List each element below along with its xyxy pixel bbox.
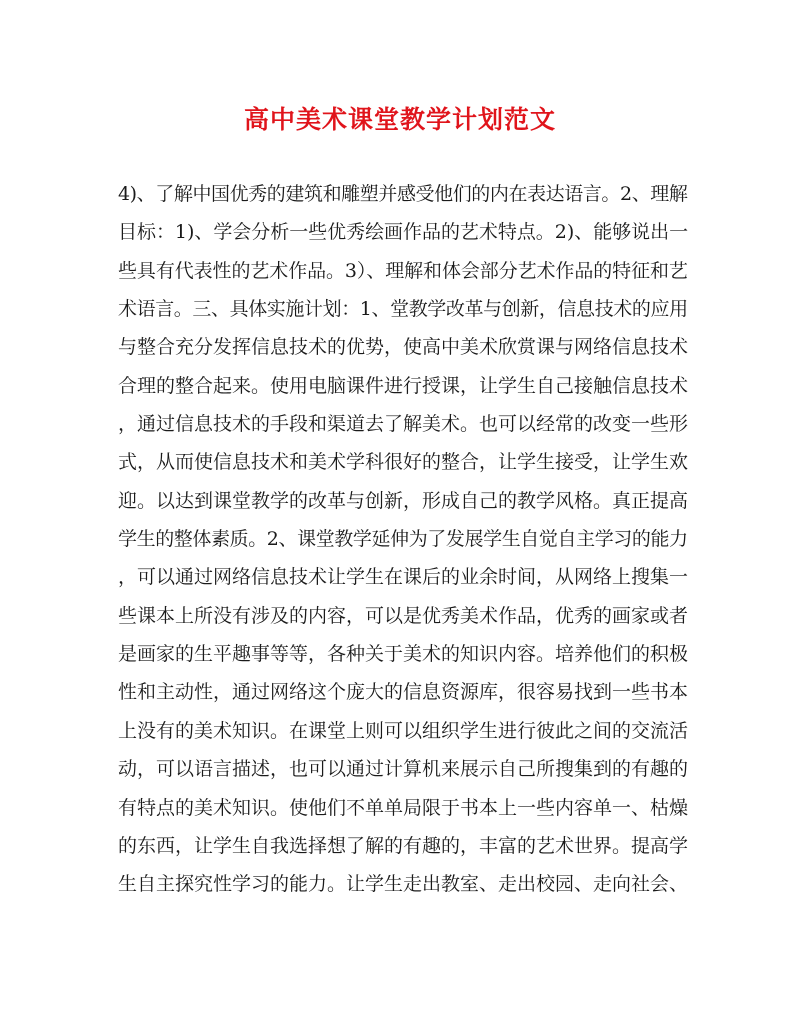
body-line: 些课本上所没有涉及的内容，可以是优秀美术作品，优秀的画家或者 (118, 604, 689, 627)
document-title: 高中美术课堂教学计划范文 (243, 105, 556, 134)
body-line: 生自主探究性学习的能力。让学生走出教室、走出校园、走向社会、 (118, 873, 689, 896)
body-line: 的东西，让学生自我选择想了解的有趣的，丰富的艺术世界。提高学 (118, 834, 689, 857)
body-line: 目标：1)、学会分析一些优秀绘画作品的艺术特点。2)、能够说出一 (118, 221, 689, 244)
body-line: 上没有的美术知识。在课堂上则可以组织学生进行彼此之间的交流活 (118, 719, 689, 742)
body-line: 迎。以达到课堂教学的改革与创新，形成自己的教学风格。真正提高 (118, 489, 689, 512)
body-line: 合理的整合起来。使用电脑课件进行授课，让学生自己接触信息技术 (118, 374, 689, 397)
body-line: 学生的整体素质。2、课堂教学延伸为了发展学生自觉自主学习的能力 (118, 528, 688, 551)
body-line: 与整合充分发挥信息技术的优势，使高中美术欣赏课与网络信息技术 (118, 336, 689, 359)
body-line: 动，可以语言描述，也可以通过计算机来展示自己所搜集到的有趣的 (118, 758, 689, 781)
body-line: 4)、了解中国优秀的建筑和雕塑并感受他们的内在表达语言。2、理解 (118, 183, 688, 205)
body-line: 性和主动性，通过网络这个庞大的信息资源库，很容易找到一些书本 (118, 681, 689, 704)
body-line: 术语言。三、具体实施计划：1、堂教学改革与创新，信息技术的应用 (118, 298, 688, 321)
body-line: 是画家的生平趣事等等，各种关于美术的知识内容。培养他们的积极 (118, 643, 689, 666)
body-line: ，可以通过网络信息技术让学生在课后的业余时间，从网络上搜集一 (118, 566, 689, 589)
body-line: 式，从而使信息技术和美术学科很好的整合，让学生接受，让学生欢 (118, 451, 689, 474)
body-line: 有特点的美术知识。使他们不单单局限于书本上一些内容单一、枯燥 (118, 796, 689, 819)
body-line: 些具有代表性的艺术作品。3）、理解和体会部分艺术作品的特征和艺 (118, 259, 688, 282)
document-body (118, 182, 688, 911)
body-line: ，通过信息技术的手段和渠道去了解美术。也可以经常的改变一些形 (118, 413, 689, 436)
